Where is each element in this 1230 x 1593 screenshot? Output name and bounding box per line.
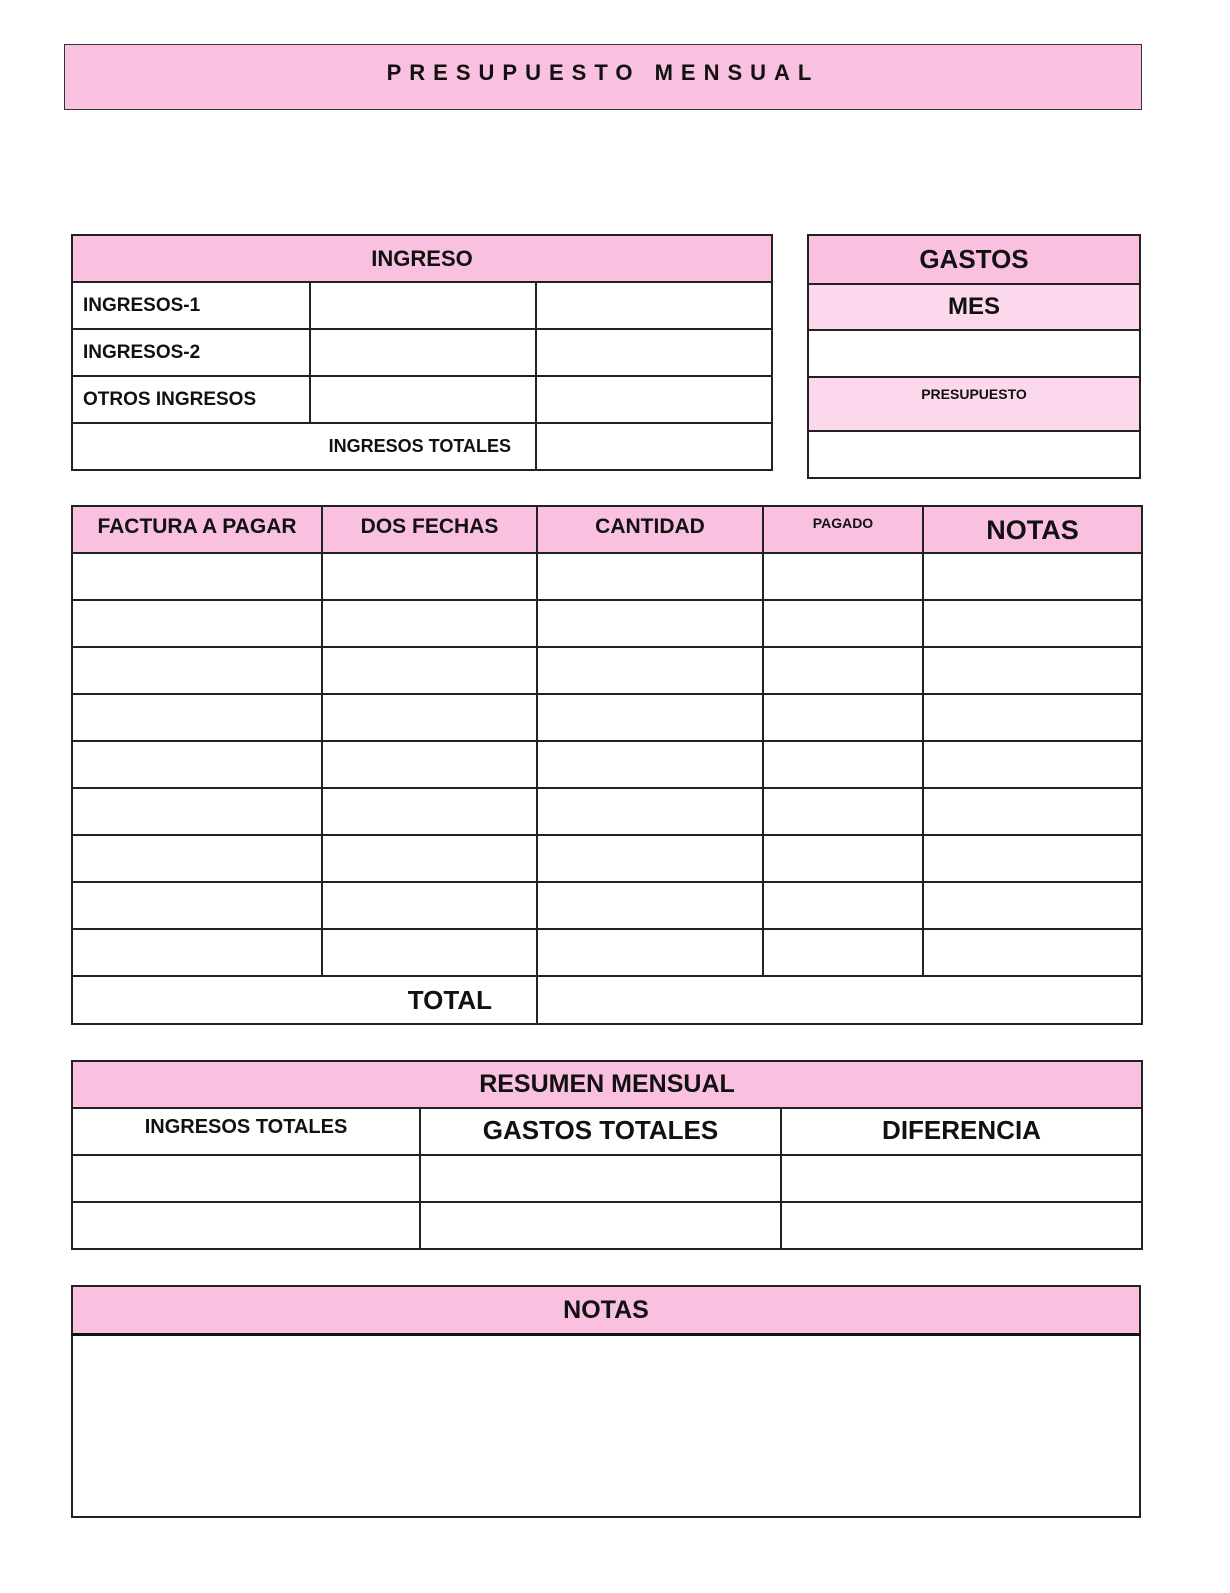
- bill-cell[interactable]: [537, 741, 763, 788]
- income-total-label: INGRESOS TOTALES: [72, 423, 536, 470]
- income-cell[interactable]: [310, 282, 536, 329]
- bill-cell[interactable]: [72, 835, 322, 882]
- bills-col-header: DOS FECHAS: [322, 506, 537, 553]
- page-title-bar: [64, 44, 1142, 110]
- bill-cell[interactable]: [763, 694, 923, 741]
- bill-cell[interactable]: [537, 553, 763, 600]
- income-cell[interactable]: [310, 329, 536, 376]
- summary-col-header: INGRESOS TOTALES: [72, 1108, 420, 1155]
- bill-cell[interactable]: [763, 600, 923, 647]
- income-cell[interactable]: [536, 376, 772, 423]
- bill-cell[interactable]: [322, 694, 537, 741]
- table-row: [72, 1202, 1142, 1249]
- bill-cell[interactable]: [923, 694, 1142, 741]
- bills-total-cell[interactable]: [537, 976, 1142, 1024]
- summary-cell[interactable]: [781, 1155, 1142, 1202]
- bill-cell[interactable]: [923, 647, 1142, 694]
- table-row: [72, 694, 1142, 741]
- bill-cell[interactable]: [72, 694, 322, 741]
- income-row-label: OTROS INGRESOS: [72, 376, 310, 423]
- table-row: [72, 929, 1142, 976]
- table-row: [72, 1155, 1142, 1202]
- budget-label: PRESUPUESTO: [808, 377, 1140, 431]
- bill-cell[interactable]: [537, 788, 763, 835]
- bills-col-header: CANTIDAD: [537, 506, 763, 553]
- table-row: [72, 788, 1142, 835]
- bill-cell[interactable]: [537, 647, 763, 694]
- notes-table: [71, 1285, 1141, 1518]
- table-row: [72, 553, 1142, 600]
- page-title: PRESUPUESTO MENSUAL: [386, 60, 820, 85]
- table-row: [72, 882, 1142, 929]
- bill-cell[interactable]: [763, 788, 923, 835]
- bill-cell[interactable]: [322, 647, 537, 694]
- bill-cell[interactable]: [923, 600, 1142, 647]
- bill-cell[interactable]: [72, 600, 322, 647]
- bill-cell[interactable]: [763, 553, 923, 600]
- income-cell[interactable]: [536, 329, 772, 376]
- bill-cell[interactable]: [923, 929, 1142, 976]
- bill-cell[interactable]: [923, 741, 1142, 788]
- summary-col-header: DIFERENCIA: [781, 1108, 1142, 1155]
- bill-cell[interactable]: [763, 882, 923, 929]
- bills-col-header: FACTURA A PAGAR: [72, 506, 322, 553]
- bill-cell[interactable]: [923, 882, 1142, 929]
- summary-col-header: GASTOS TOTALES: [420, 1108, 781, 1155]
- income-total-cell[interactable]: [536, 423, 772, 470]
- bill-cell[interactable]: [322, 553, 537, 600]
- bill-cell[interactable]: [537, 600, 763, 647]
- bill-cell[interactable]: [322, 741, 537, 788]
- notes-area[interactable]: [72, 1335, 1140, 1518]
- bill-cell[interactable]: [763, 741, 923, 788]
- income-header: INGRESO: [72, 235, 772, 282]
- bill-cell[interactable]: [72, 647, 322, 694]
- bill-cell[interactable]: [322, 835, 537, 882]
- bill-cell[interactable]: [923, 835, 1142, 882]
- summary-header: RESUMEN MENSUAL: [72, 1061, 1142, 1108]
- table-row: [72, 600, 1142, 647]
- summary-cell[interactable]: [72, 1155, 420, 1202]
- bill-cell[interactable]: [763, 835, 923, 882]
- bill-cell[interactable]: [322, 882, 537, 929]
- bill-cell[interactable]: [72, 788, 322, 835]
- income-table: [71, 234, 773, 471]
- bill-cell[interactable]: [322, 600, 537, 647]
- month-label: MES: [808, 284, 1140, 330]
- bill-cell[interactable]: [923, 553, 1142, 600]
- bill-cell[interactable]: [322, 929, 537, 976]
- bill-cell[interactable]: [763, 647, 923, 694]
- income-row-label: INGRESOS-1: [72, 282, 310, 329]
- expenses-title: GASTOS: [808, 235, 1140, 284]
- bill-cell[interactable]: [72, 741, 322, 788]
- table-row: [72, 741, 1142, 788]
- expenses-box: [807, 234, 1141, 479]
- bill-cell[interactable]: [923, 788, 1142, 835]
- bills-col-header: PAGADO: [763, 506, 923, 553]
- table-row: [72, 647, 1142, 694]
- income-cell[interactable]: [536, 282, 772, 329]
- budget-field[interactable]: [808, 431, 1140, 478]
- summary-cell[interactable]: [781, 1202, 1142, 1249]
- bills-total-label: TOTAL: [72, 976, 537, 1024]
- bill-cell[interactable]: [537, 694, 763, 741]
- bill-cell[interactable]: [322, 788, 537, 835]
- bill-cell[interactable]: [537, 835, 763, 882]
- table-row: [72, 835, 1142, 882]
- bills-col-header: NOTAS: [923, 506, 1142, 553]
- summary-cell[interactable]: [420, 1202, 781, 1249]
- bill-cell[interactable]: [763, 929, 923, 976]
- month-field[interactable]: [808, 330, 1140, 377]
- bill-cell[interactable]: [72, 929, 322, 976]
- summary-cell[interactable]: [420, 1155, 781, 1202]
- bill-cell[interactable]: [537, 882, 763, 929]
- bill-cell[interactable]: [72, 553, 322, 600]
- summary-table: [71, 1060, 1143, 1250]
- bill-cell[interactable]: [72, 882, 322, 929]
- income-row-label: INGRESOS-2: [72, 329, 310, 376]
- bill-cell[interactable]: [537, 929, 763, 976]
- notes-header: NOTAS: [72, 1286, 1140, 1335]
- income-cell[interactable]: [310, 376, 536, 423]
- bills-table: [71, 505, 1143, 1025]
- summary-cell[interactable]: [72, 1202, 420, 1249]
